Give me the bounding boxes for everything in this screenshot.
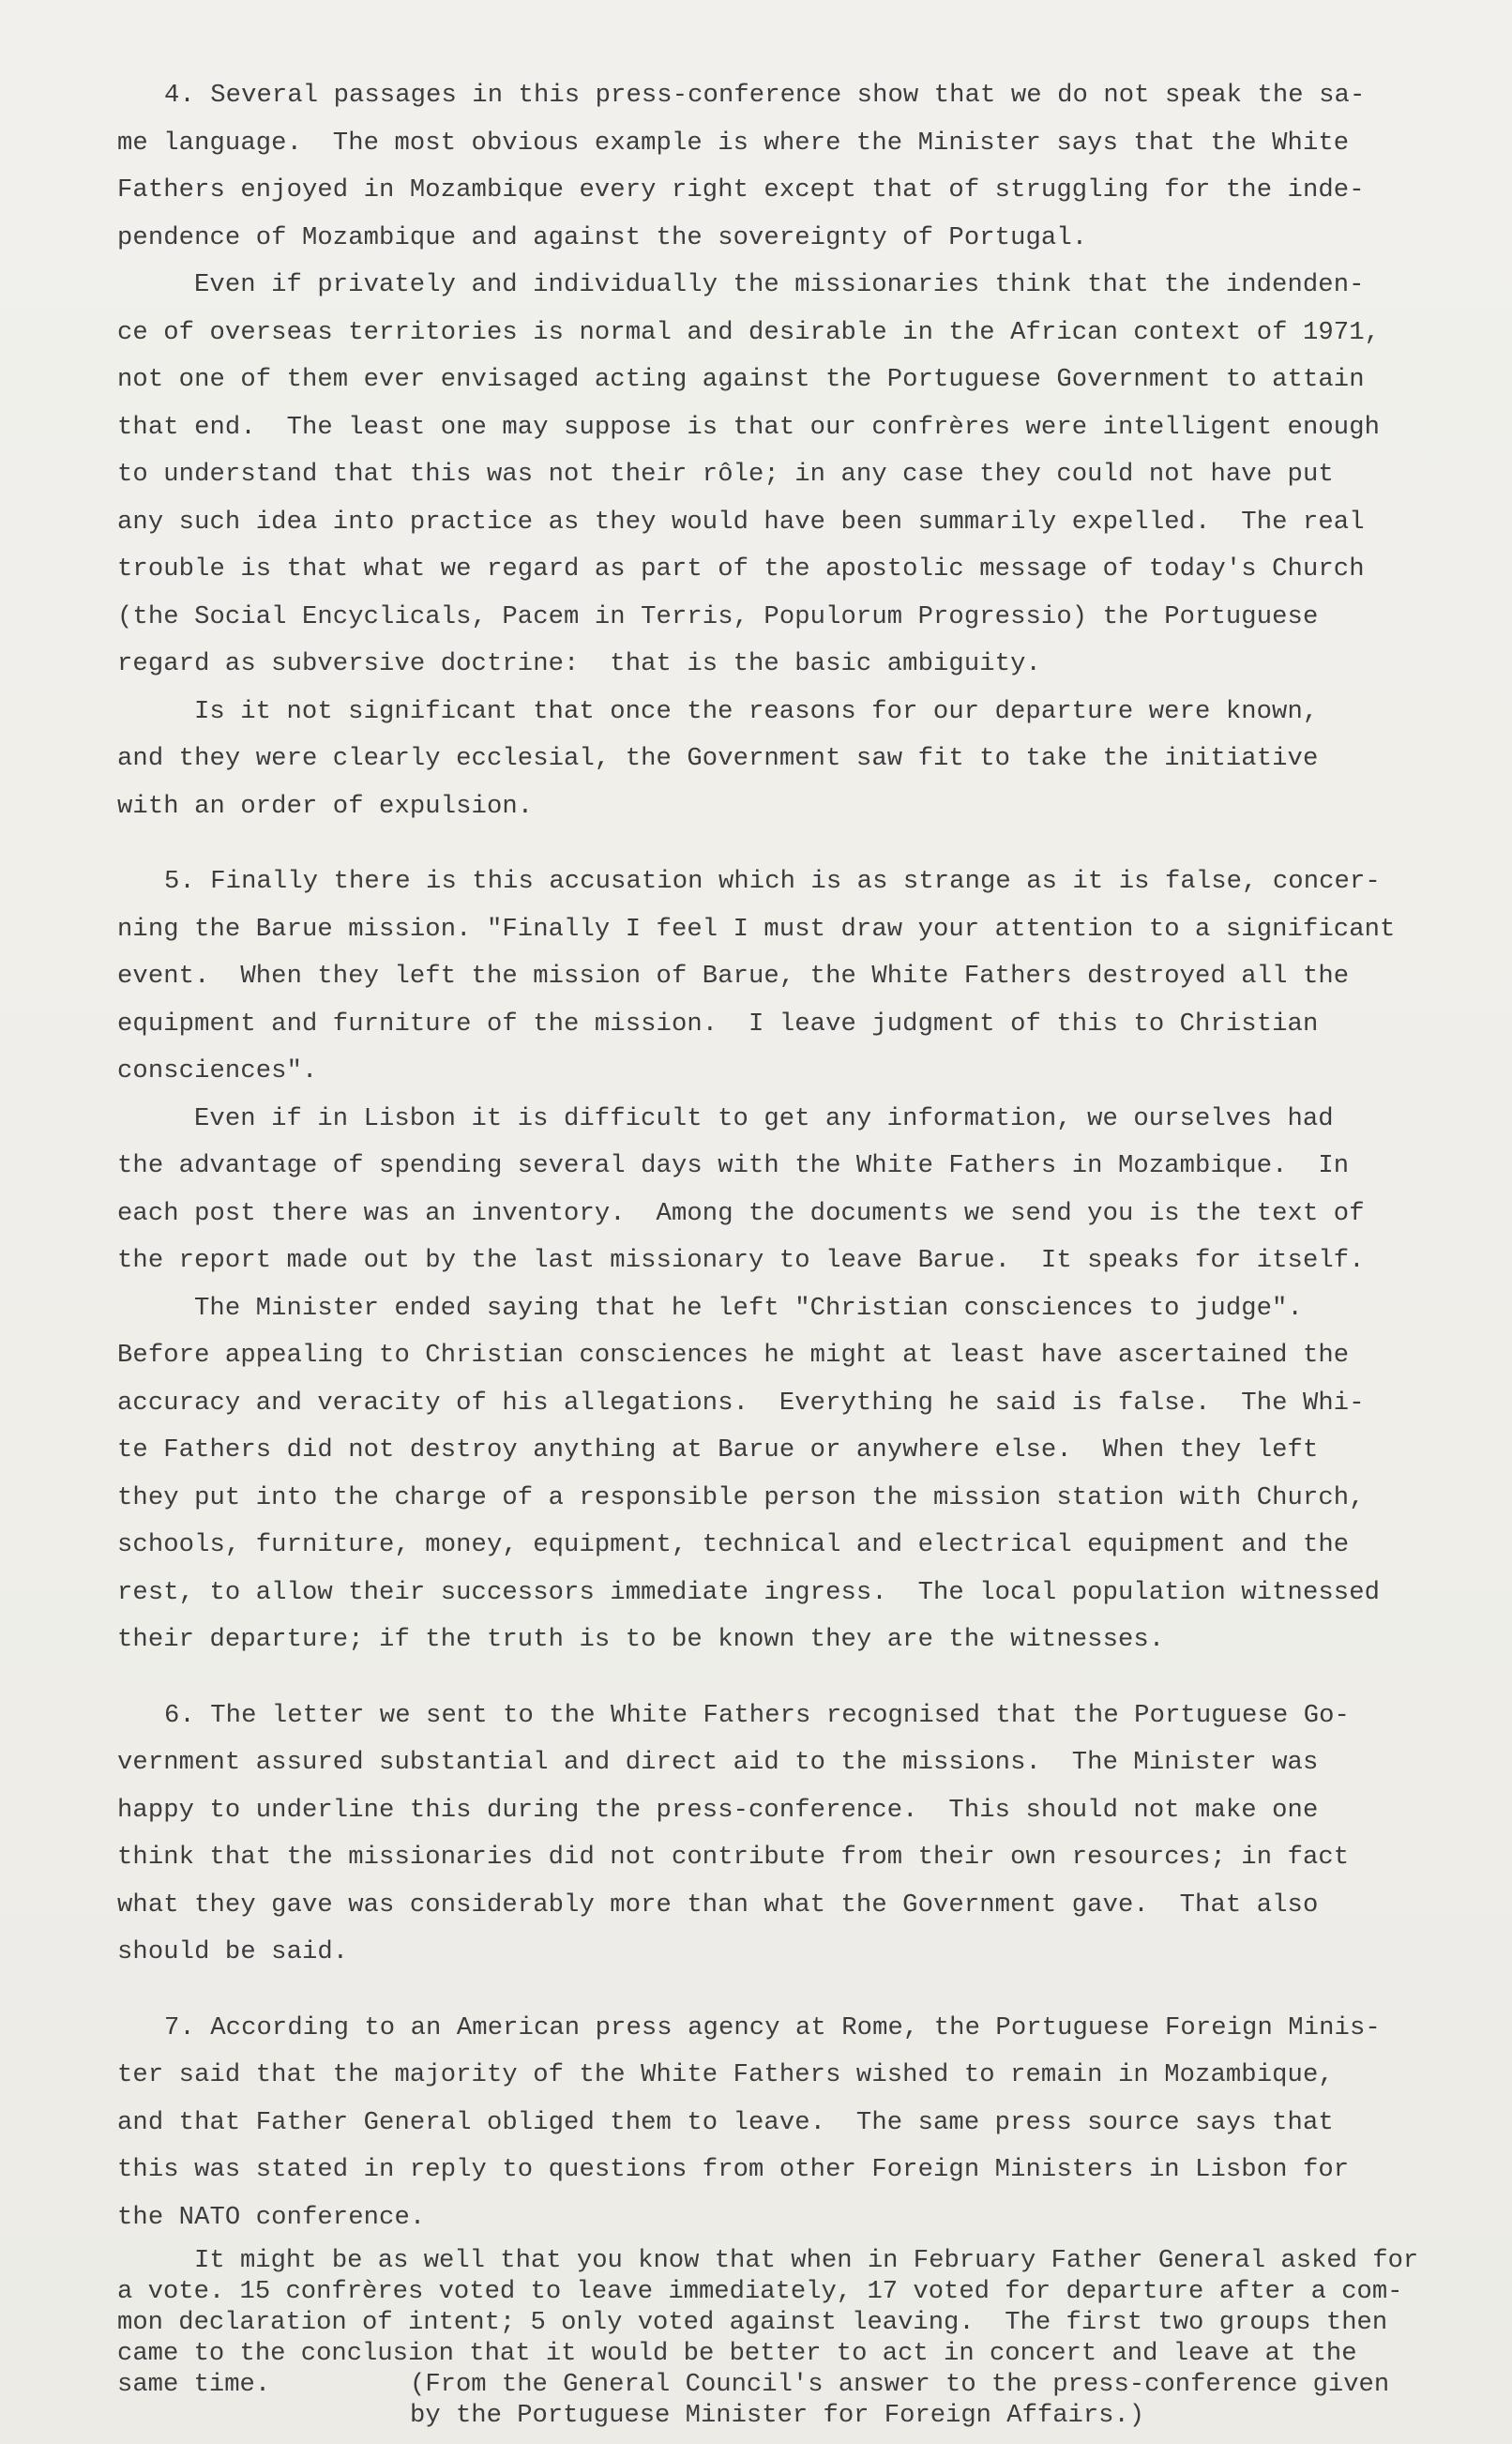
text-line: any such idea into practice as they would have been summarily expelled. The real	[117, 507, 1365, 537]
closing-paragraph	[117, 2245, 1449, 2431]
section-5	[117, 858, 1421, 1664]
section-7	[117, 2005, 1421, 2242]
text-line: to understand that this was not their rôle; in any case they could not have put	[117, 460, 1334, 489]
text-line: 4. Several passages in this press-conference show that we do not speak the sa-	[164, 81, 1366, 110]
text-line: ter said that the majority of the White Fathers wished to remain in Mozambique,	[117, 2060, 1334, 2089]
text-line: with an order of expulsion.	[117, 791, 534, 821]
text-line: consciences".	[117, 1056, 318, 1085]
source-citation: by the Portuguese Minister for Foreign Affairs.)	[410, 2401, 1145, 2430]
text-line: me language. The most obvious example is where the Minister says that the White	[117, 128, 1350, 158]
text-line: It might be as well that you know that when in February Father General asked for	[194, 2246, 1419, 2275]
text-line: that end. The least one may suppose is that our confrères were intelligent enough	[117, 412, 1381, 442]
source-citation: (From the General Council's answer to the press-conference given	[410, 2370, 1390, 2399]
text-line: not one of them ever envisaged acting against the Portuguese Government to attain	[117, 365, 1365, 394]
text-line: pendence of Mozambique and against the sovereignty of Portugal.	[117, 222, 1088, 252]
text-line: same time.	[117, 2370, 271, 2399]
text-line: (the Social Encyclicals, Pacem in Terris, Populorum Progressio) the Portuguese	[117, 601, 1319, 631]
text-line: accuracy and veracity of his allegations. Everything he said is false. The Whi-	[117, 1388, 1365, 1418]
text-line: what they gave was considerably more than what the Government gave. That also	[117, 1890, 1319, 1920]
text-line: their departure; if the truth is to be known they are the witnesses.	[117, 1625, 1165, 1654]
section-6	[117, 1693, 1421, 1977]
text-line: 6. The letter we sent to the White Fathers recognised that the Portuguese Go-	[164, 1700, 1350, 1730]
body-text	[117, 72, 1421, 2241]
text-line: trouble is that what we regard as part of the apostolic message of today's Church	[117, 554, 1365, 584]
text-line: and that Father General obliged them to leave. The same press source says that	[117, 2107, 1334, 2137]
text-line: 7. According to an American press agency at Rome, the Portuguese Foreign Minis-	[164, 2012, 1381, 2042]
text-line: mon declaration of intent; 5 only voted against leaving. The first two groups then	[117, 2308, 1388, 2337]
text-line: vernment assured substantial and direct aid to the missions. The Minister was	[117, 1748, 1319, 1777]
text-line: the advantage of spending several days with the White Fathers in Mozambique. In	[117, 1151, 1350, 1180]
text-line: happy to underline this during the press-conference. This should not make one	[117, 1795, 1319, 1825]
text-line: Even if in Lisbon it is difficult to get any information, we ourselves had	[194, 1103, 1334, 1133]
text-line: 5. Finally there is this accusation which is as strange as it is false, concer-	[164, 867, 1381, 896]
text-line: te Fathers did not destroy anything at Barue or anywhere else. When they left	[117, 1435, 1319, 1465]
text-line: equipment and furniture of the mission. I leave judgment of this to Christian	[117, 1009, 1319, 1039]
text-line: Even if privately and individually the missionaries think that the indenden-	[194, 270, 1365, 299]
text-line: Before appealing to Christian consciences he might at least have ascertained the	[117, 1341, 1350, 1370]
text-line: a vote. 15 confrères voted to leave immediately, 17 voted for departure after a com-	[117, 2277, 1403, 2306]
text-line: think that the missionaries did not contribute from their own resources; in fact	[117, 1843, 1350, 1872]
text-line: ce of overseas territories is normal and desirable in the African context of 1971,	[117, 317, 1381, 347]
text-line: this was stated in reply to questions from other Foreign Ministers in Lisbon for	[117, 2155, 1350, 2184]
text-line: the NATO conference.	[117, 2202, 426, 2232]
text-line: The Minister ended saying that he left "Christian consciences to judge".	[194, 1293, 1303, 1323]
text-line: ning the Barue mission. "Finally I feel I must draw your attention to a significant	[117, 914, 1396, 944]
text-line: they put into the charge of a responsible person the mission station with Church,	[117, 1482, 1365, 1512]
section-4	[117, 72, 1421, 830]
text-line: the report made out by the last missionary to leave Barue. It speaks for itself.	[117, 1246, 1365, 1275]
text-line: Fathers enjoyed in Mozambique every right except that of struggling for the inde-	[117, 175, 1365, 205]
text-line: schools, furniture, money, equipment, technical and electrical equipment and the	[117, 1530, 1350, 1559]
text-line: and they were clearly ecclesial, the Government saw fit to take the initiative	[117, 744, 1319, 773]
text-line: should be said.	[117, 1937, 349, 1966]
text-line: event. When they left the mission of Barue, the White Fathers destroyed all the	[117, 962, 1350, 991]
text-line: Is it not significant that once the reasons for our departure were known,	[194, 696, 1319, 726]
text-line: each post there was an inventory. Among the documents we send you is the text of	[117, 1198, 1365, 1228]
text-line: regard as subversive doctrine: that is the basic ambiguity.	[117, 649, 1041, 678]
text-line: came to the conclusion that it would be better to act in concert and leave at the	[117, 2339, 1357, 2368]
text-line: rest, to allow their successors immediate ingress. The local population witnessed	[117, 1577, 1381, 1607]
